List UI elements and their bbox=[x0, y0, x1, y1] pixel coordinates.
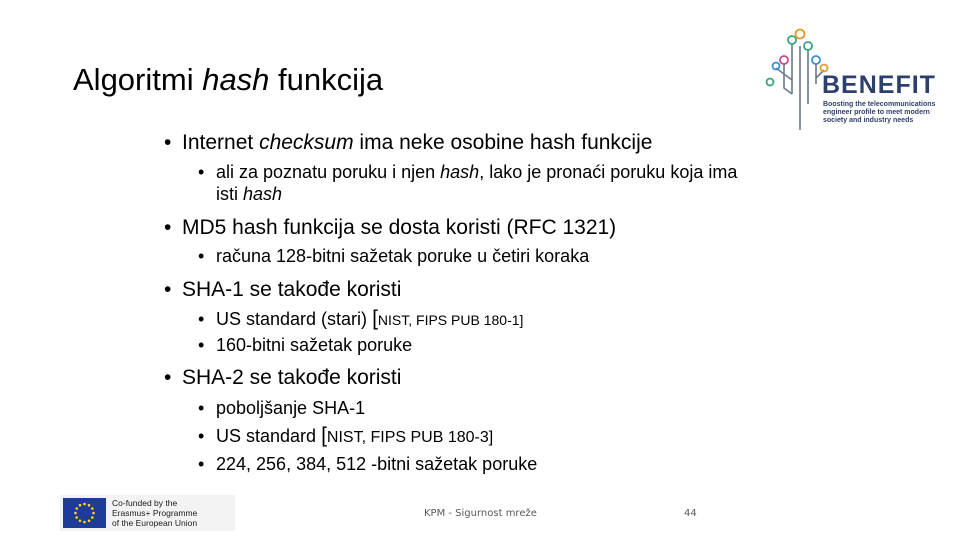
bullet-dot: • bbox=[198, 309, 205, 329]
bullet-dot: • bbox=[164, 216, 172, 239]
bullet-text-italic: hash bbox=[243, 184, 283, 204]
logo-tagline-line: Boosting the telecommunications bbox=[823, 101, 936, 108]
eu-flag-icon bbox=[63, 498, 106, 528]
page-number: 44 bbox=[684, 508, 697, 519]
bullet-dot: • bbox=[198, 335, 205, 355]
bullet-text: NIST, FIPS PUB 180-3] bbox=[326, 429, 494, 446]
erasmus-line: Erasmus+ Programme bbox=[112, 508, 198, 518]
logo-tagline bbox=[823, 101, 951, 125]
bullet-text: US standard (stari) bbox=[216, 309, 373, 329]
bullet-text: Internet bbox=[182, 131, 260, 154]
footer-text: KPM - Sigurnost mreže bbox=[424, 508, 537, 519]
bullet-level2 bbox=[198, 245, 589, 267]
bullet-dot: • bbox=[198, 426, 205, 446]
bullet-text: MD5 hash funkcija se dosta koristi (RFC 1321) bbox=[182, 216, 617, 239]
bullet-text-italic: checksum bbox=[259, 131, 354, 154]
logo-wordmark: BENEFIT bbox=[822, 71, 936, 99]
bullet-level2 bbox=[198, 453, 537, 475]
bullet-text: SHA-1 se takođe koristi bbox=[182, 278, 402, 301]
bullet-level2 bbox=[198, 397, 365, 419]
bullet-level2 bbox=[198, 425, 493, 449]
bullet-level1 bbox=[164, 130, 652, 156]
logo-tagline-line: engineer profile to meet modern bbox=[823, 109, 930, 116]
bullet-text: 160-bitni sažetak poruke bbox=[216, 335, 413, 355]
erasmus-badge bbox=[60, 495, 235, 531]
bullet-level1 bbox=[164, 215, 616, 241]
bullet-level2 bbox=[198, 161, 737, 183]
slide-title bbox=[73, 58, 383, 102]
title-italic: hash bbox=[202, 62, 270, 97]
bullet-text: SHA-2 se takođe koristi bbox=[182, 366, 402, 389]
bullet-text: 224, 256, 384, 512 -bitni sažetak poruke bbox=[216, 454, 538, 474]
bullet-text: [ bbox=[372, 307, 378, 330]
erasmus-line: Co-funded by the bbox=[112, 498, 178, 508]
bullet-text: ima neke osobine hash funkcije bbox=[353, 131, 653, 154]
bullet-level1 bbox=[164, 365, 401, 391]
bullet-text-italic: hash bbox=[440, 162, 480, 182]
bullet-dot: • bbox=[198, 162, 205, 182]
bullet-dot: • bbox=[198, 454, 205, 474]
bullet-level2 bbox=[198, 308, 523, 331]
title-prefix: Algoritmi bbox=[73, 62, 203, 97]
bullet-level2-continuation bbox=[216, 183, 282, 205]
bullet-text: NIST, FIPS PUB 180-1] bbox=[377, 312, 524, 328]
bullet-text: isti bbox=[216, 184, 243, 204]
bullet-dot: • bbox=[198, 246, 205, 266]
bullet-text: US standard bbox=[216, 426, 322, 446]
title-suffix: funkcija bbox=[269, 62, 384, 97]
bullet-text: [ bbox=[321, 424, 327, 447]
bullet-dot: • bbox=[198, 398, 205, 418]
bullet-text: ali za poznatu poruku i njen bbox=[216, 162, 441, 182]
bullet-text: računa 128-bitni sažetak poruke u četiri koraka bbox=[216, 246, 590, 266]
bullet-level1 bbox=[164, 277, 401, 303]
bullet-dot: • bbox=[164, 366, 172, 389]
bullet-text: , lako je pronaći poruku koja ima bbox=[479, 162, 738, 182]
bullet-level2 bbox=[198, 334, 412, 356]
bullet-text: poboljšanje SHA-1 bbox=[216, 398, 366, 418]
erasmus-line: of the European Union bbox=[112, 518, 198, 528]
bullet-dot: • bbox=[164, 278, 172, 301]
erasmus-text bbox=[112, 498, 197, 528]
bullet-dot: • bbox=[164, 131, 172, 154]
logo-tagline-line: society and industry needs bbox=[823, 117, 914, 124]
